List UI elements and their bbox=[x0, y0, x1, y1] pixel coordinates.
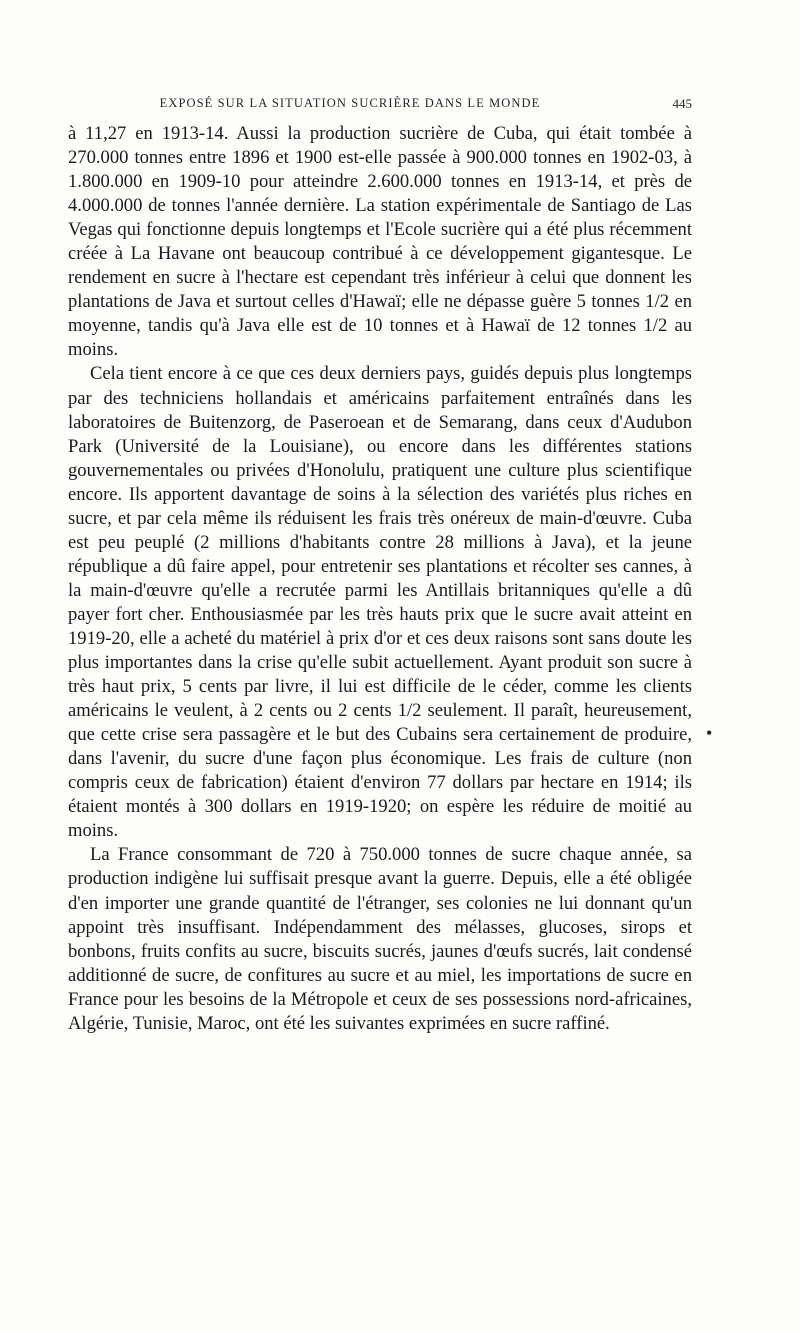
paragraph: à 11,27 en 1913-14. Aussi la production sucrière de Cuba, qui était tombée à 270.000 tonnes entre 1896 et 1900 est-elle passée à 900.000 tonnes en 1902-03, à 1.800.000 en 1909-10 pour atteindre 2.600.000 tonnes en 1913-14, et près de 4.000.000 de tonnes l'année dernière. La station expérimentale de Santiago de Las Vegas qui fonctionne depuis longtemps et l'Ecole sucrière qui a été plus récemment créée à La Havane ont beaucoup contribué à ce développement gigantesque. Le rendement en sucre à l'hectare est cependant très inférieur à celui que donnent les plantations de Java et surtout celles d'Hawaï; elle ne dépasse guère 5 tonnes 1/2 en moyenne, tandis qu'à Java elle est de 10 tonnes et à Hawaï de 12 tonnes 1/2 au moins. bbox=[68, 123, 692, 361]
running-header bbox=[68, 96, 692, 118]
paragraph: Cela tient encore à ce que ces deux derniers pays, guidés depuis plus longtemps par des techniciens hollandais et américains parfaitement entraînés dans les laboratoires de Buitenzorg, de Paseroean et de Semarang, dans ceux d'Audubon Park (Université de la Louisiane), ou encore dans les différentes stations gouvernementales ou privées d'Honolulu, pratiquent une culture plus scientifique encore. Ils apportent davantage de soins à la sélection des variétés plus riches en sucre, et par cela même ils réduisent les frais très onéreux de main-d'œuvre. Cuba est peu peuplé (2 millions d'habitants contre 28 millions à Java), et la jeune république a dû faire appel, pour entretenir ses plantations et récolter ses cannes, à la main-d'œuvre qu'elle a recrutée parmi les Antillais britanniques qu'elle a dû payer fort cher. Enthousiasmée par les très hauts prix que le sucre avait atteint en 1919-20, elle a acheté du matériel à prix d'or et ces deux raisons sont sans doute les plus importantes dans la crise qu'elle subit actuellement. Ayant produit son sucre à très haut prix, 5 cents par livre, il lui est difficile de le céder, comme les clients américains le veulent, à 2 cents ou 2 cents 1/2 seulement. Il paraît, heureusement, que cette crise sera passagère et le but des Cubains sera certainement de produire, dans l'avenir, du sucre d'une façon plus économique. Les frais de culture (non compris ceux de fabrication) étaient d'environ 77 dollars par hectare en 1914; ils étaient montés à 300 dollars en 1919-1920; on espère les réduire de moitié au moins. bbox=[68, 363, 692, 842]
paragraph: La France consommant de 720 à 750.000 tonnes de sucre chaque année, sa production indigène lui suffisait presque avant la guerre. Depuis, elle a été obligée d'en importer une grande quantité de l'étranger, ses colonies ne lui donnant qu'un appoint très insuffisant. Indépendamment des mélasses, glucoses, sirops et bonbons, fruits confits au sucre, biscuits sucrés, jaunes d'œufs sucrés, lait condensé additionné de sucre, de confitures au sucre et au miel, les importations de sucre en France pour les besoins de la Métropole et ceux de ses possessions nord-africaines, Algérie, Tunisie, Maroc, ont été les suivantes exprimées en sucre raffiné. bbox=[68, 844, 692, 1034]
margin-mark: • bbox=[706, 723, 713, 743]
page-number: 445 bbox=[672, 96, 692, 111]
running-title: EXPOSÉ SUR LA SITUATION SUCRIÈRE DANS LE MONDE bbox=[159, 96, 541, 110]
body-text bbox=[68, 122, 692, 1036]
